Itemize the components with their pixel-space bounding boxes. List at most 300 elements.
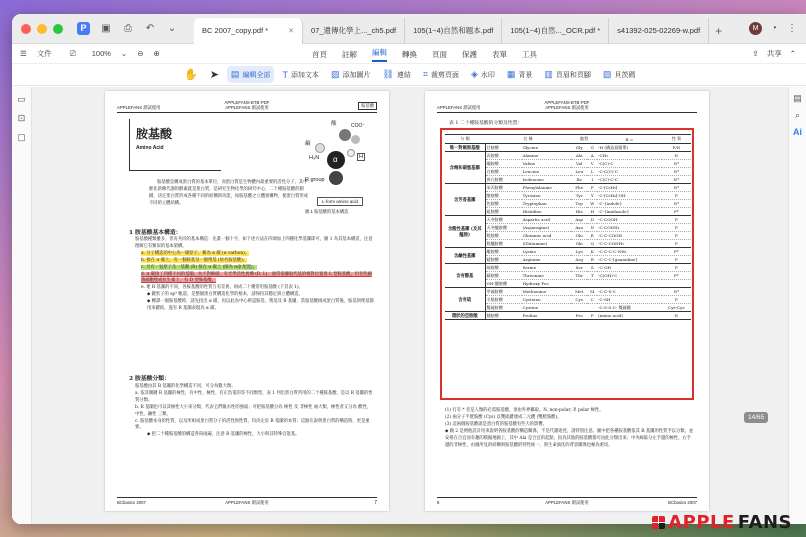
table-cell: Pro	[571, 312, 587, 320]
mol-h3n-label: H₃N	[309, 155, 320, 161]
table-cell: Histidine	[522, 208, 572, 216]
table-cell: P	[662, 264, 691, 272]
table-cell: (imino acid)	[597, 312, 662, 320]
table-notes	[445, 407, 695, 449]
r-group-ball	[329, 171, 343, 185]
table-caption: 表 1 二十種胺基酸的分類及性質：	[449, 121, 523, 126]
table-cell: D	[587, 216, 597, 224]
table-row	[445, 288, 691, 296]
table-cell: Q	[587, 240, 597, 248]
bates-icon: ▧	[602, 69, 612, 79]
section-1-body	[135, 237, 375, 313]
table-cell: Valine	[522, 160, 572, 168]
tab-bar	[194, 14, 728, 44]
ai-assistant-icon[interactable]: Ai	[793, 127, 802, 137]
tool-label: 貝茨碼	[614, 71, 636, 79]
menu-page[interactable]: 頁面	[432, 49, 447, 59]
table-cell: 蘇胺酸	[485, 272, 522, 280]
s1-line-d-text: d. α 碳接了四種不同的基團，為不對稱碳，有光學活性異構 (D, L)，通常依據取代基的相對位置用 L 型胺基酸，但有些細菌細胞壁或抗生素上，有 D 型胺基酸。	[141, 271, 372, 284]
header-left: APPLEFANS 測試使用	[437, 105, 481, 110]
menu-edit[interactable]: 編輯	[372, 47, 387, 62]
zoom-dropdown-icon[interactable]: ⌄	[120, 49, 128, 58]
section-heading-2: 2 胺基酸分類：	[129, 376, 170, 382]
mol-alpha-label: α	[333, 155, 338, 164]
footer-page-number: 7	[374, 500, 377, 506]
header-footer-icon: ▥	[544, 69, 553, 79]
table-cell: N	[662, 152, 691, 160]
table-cell: Proline	[522, 312, 572, 320]
header-center	[545, 100, 590, 110]
table-cell: Gln	[571, 240, 587, 248]
table-cell: N*	[662, 288, 691, 296]
col-category: 分 類	[445, 135, 485, 144]
table-cell: P*	[662, 272, 691, 280]
table-cell: -C-S-S-C- 雙硫鍵	[597, 304, 662, 312]
table-cell	[587, 304, 597, 312]
bookmark-icon[interactable]: ⊡	[17, 113, 26, 123]
pdf-page-8[interactable]	[425, 91, 709, 511]
table-cell: 麩胺酸	[485, 232, 522, 240]
table-cell: -C-C-COOH	[597, 232, 662, 240]
s1-bullet-1: ◆ 鍵狀子的 sp³ 軌道，是整個蛋白質構造化學的根本，請保持其穩定與立體構造。	[147, 292, 303, 298]
oxygen-ball	[351, 135, 360, 144]
print-icon[interactable]: ⎙	[124, 23, 132, 34]
menu-home[interactable]: 首頁	[312, 49, 327, 59]
footer-right: BCbasics 2007	[668, 500, 697, 505]
applefans-logo-icon	[652, 516, 665, 529]
table-cell: -C-COOH	[597, 216, 662, 224]
table-row	[445, 312, 691, 320]
table-cell: M	[587, 288, 597, 296]
table-cell: Glutamic acid	[522, 232, 572, 240]
table-cell: Y	[587, 192, 597, 200]
table-cell: OH-脯胺酸	[485, 280, 522, 288]
table-cell: 離胺酸	[485, 248, 522, 256]
table-row	[445, 216, 691, 224]
table-row	[445, 248, 691, 256]
page-footer	[437, 497, 697, 505]
close-tab-icon[interactable]: ✕	[288, 27, 295, 35]
group-name-cell: 環狀的亞胺酸	[445, 312, 485, 320]
app-window	[12, 14, 806, 524]
table-cell: 組胺酸	[485, 208, 522, 216]
table-cell	[587, 280, 597, 288]
minimize-window-button[interactable]	[37, 24, 47, 34]
table-cell: His	[571, 208, 587, 216]
page-header	[117, 99, 377, 113]
header-left: APPLEFANS 測試使用	[117, 105, 161, 110]
table-cell: 甘胺酸	[485, 144, 522, 152]
bell-icon[interactable]: ◔	[770, 23, 778, 34]
s1-line-d	[141, 272, 375, 286]
table-cell: 色胺酸	[485, 200, 522, 208]
table-cell: L	[587, 168, 597, 176]
amino-acid-figure	[305, 119, 377, 219]
table-cell: -C-[C₆H₄]-OH	[597, 192, 662, 200]
s1-line-b	[141, 258, 375, 265]
main-menu	[312, 44, 537, 64]
table-cell	[571, 280, 587, 288]
tool-label: 裁剪頁面	[430, 71, 459, 79]
table-cell: 異白胺酸	[485, 176, 522, 184]
zoom-out-icon[interactable]: ⊖	[137, 49, 144, 58]
menu-convert[interactable]: 轉換	[402, 49, 417, 59]
footer-center: APPLEFANS 測試使用	[225, 500, 269, 505]
undo-icon[interactable]: ↶	[145, 23, 155, 34]
table-cell: P	[662, 296, 691, 304]
watermark-fans-text: FANS	[737, 512, 792, 533]
table-cell: P	[662, 192, 691, 200]
col-name: 名 稱	[485, 135, 571, 144]
table-row	[445, 152, 691, 160]
table-cell: -H (構造最簡單)	[597, 144, 662, 152]
table-cell: Cys	[571, 296, 587, 304]
tool-label: 水印	[480, 71, 495, 79]
group-name-cell: 含酸性基團 (及其醯胺)	[445, 216, 485, 248]
expand-icon[interactable]: ⌃	[789, 49, 796, 58]
dropdown-chevron-icon[interactable]: ⌄	[167, 23, 177, 34]
header-center-line2: APPLEFANS 測試使用	[225, 105, 269, 110]
table-cell: P/N	[662, 144, 691, 152]
right-sidebar	[788, 87, 806, 524]
zoom-window-button[interactable]	[53, 24, 63, 34]
table-cell: -C-[C₆H₅]	[597, 184, 662, 192]
table-cell: Aspartic acid	[522, 216, 572, 224]
table-cell: -C-C-S-C	[597, 288, 662, 296]
zoom-level[interactable]: 100%	[91, 49, 111, 58]
tool-label: 添加圖片	[342, 71, 371, 79]
table-cell: Tryptophan	[522, 200, 572, 208]
table-cell: Met	[571, 288, 587, 296]
watermark-apple-text: APPLE	[668, 512, 735, 533]
header-center-line1: APPLEFANS-BTB-PDF	[544, 100, 590, 105]
s1-line-a	[141, 251, 375, 258]
table-cell: Ala	[571, 152, 587, 160]
s2-line: 胺基酸由其 R 基團的化學構造不同，可分為數大類。	[135, 384, 236, 389]
table-cell: 白胺酸	[485, 168, 522, 176]
mol-r-label: R group	[305, 177, 325, 183]
s2-line-b: b. R 基團也可以其極性大小來分類，代表它們親水性的強弱；可把胺基酸分為 極性 及 非極性 兩大類，極性者又分為 酸性、中性、鹼性 三類。	[135, 404, 372, 417]
section-heading-1: 1 胺基酸基本構造：	[129, 230, 182, 236]
add-image-icon: ▨	[330, 69, 340, 79]
table-cell: N	[662, 312, 691, 320]
crop-icon: ⌗	[422, 69, 428, 79]
carboxyl-ball	[339, 129, 351, 141]
note-4: ◆ 圖 2 是例他設計用來說明各胺基酸的構造關係，不是代謝途徑，請特別注意。圖中把各種胺基酸依其 R 基團的性質予以分類，並安排在合宜而有趣的模擬地圖上，其中 Ala 是合宜的起點，因為其他的胺基酸都可由此分類出來；中央線區分左手邊的極性，右手邊的非極性，由圖所見的結構與胺基酸的特性統一，與生命演化的背景關係也極為密切。	[445, 429, 694, 448]
intro-paragraph: 胺基酸是構成蛋白質的基本單位，而蛋白質是生物體內最重要的活性分子，其中催化新陳代謝的酵素就是蛋白質，是研究生物化學的研究中心，二十種胺基酸的側鏈，決定蛋白質形成各種不同的結構與功能，如胺基酸之立體異構物，使蛋白質形成不同的立體結構。	[149, 180, 308, 206]
tool-label: 編輯全部	[242, 71, 271, 79]
table-cell: -C-C-C-[guanidine]	[597, 256, 662, 264]
mol-base-label: 鹼	[305, 141, 311, 147]
app-logo-icon[interactable]: P	[77, 22, 90, 35]
hydrogen-ball	[347, 149, 355, 157]
menu-tools[interactable]: 工具	[522, 49, 537, 59]
tab-label: 105(1~4)自然和題本.pdf	[413, 26, 494, 35]
more-icon[interactable]: ⋮	[787, 23, 797, 34]
table-cell: I	[587, 176, 597, 184]
thumbnails-icon[interactable]: ▭	[17, 94, 26, 104]
table-cell: Phe	[571, 184, 587, 192]
menu-bar	[12, 44, 806, 64]
table-cell: P*	[662, 248, 691, 256]
table-cell: Lys	[571, 248, 587, 256]
table-cell: Alanine	[522, 152, 572, 160]
table-cell: -C-{indole}	[597, 200, 662, 208]
table-cell: 苯丙胺酸	[485, 184, 522, 192]
table-cell: 精胺酸	[485, 256, 522, 264]
note-3: (3) 這兩個胺基酸就是蛋白質的胺基酸有些大的影響。	[445, 422, 547, 427]
table-cell: P*	[662, 208, 691, 216]
table-cell: F	[587, 184, 597, 192]
table-cell: Serine	[522, 264, 572, 272]
avatar[interactable]: M	[749, 22, 762, 35]
table-row	[445, 144, 691, 152]
table-cell: Arg	[571, 256, 587, 264]
close-window-button[interactable]	[21, 24, 31, 34]
col-abbr: 縮寫	[571, 135, 597, 144]
table-cell: -C(OH)-C	[597, 272, 662, 280]
table-cell: 甲硫胺酸	[485, 288, 522, 296]
col-r-group: R =	[597, 135, 662, 144]
edit-toolbar	[12, 64, 806, 86]
menu-comment[interactable]: 註解	[342, 49, 357, 59]
tab-document-4[interactable]	[502, 18, 609, 44]
s2-line-c: c. 胺基酸本身的性質，以及所組成蛋白質分子的活性與性質，均決定於 R 基團的本質；這點在說明蛋白質的構造時，更是重要。	[135, 418, 370, 431]
properties-icon[interactable]: ▤	[793, 93, 802, 103]
table-cell: N*	[662, 176, 691, 184]
left-sidebar	[12, 87, 32, 524]
table-cell: Tyrosine	[522, 192, 572, 200]
table-cell: -C-C-C-C-NH₂	[597, 248, 662, 256]
page-header	[437, 99, 697, 113]
bates-button[interactable]	[599, 66, 640, 83]
add-text-button[interactable]	[278, 67, 323, 83]
tab-label: BC 2007_copy.pdf *	[202, 26, 269, 35]
table-row	[445, 184, 691, 192]
group-name-cell: 含有醇基	[445, 264, 485, 288]
s1-line: 胺基酸種類雖多，但有共同的基本構造：先畫一個十字，如下述方法在四端加上四種化學基團即可，圖 1 為其基本構造，注意理解它有類似的基本架構。	[135, 237, 373, 249]
table-cell: Val	[571, 160, 587, 168]
table-cell: 酪胺酸	[485, 192, 522, 200]
edit-all-icon: ▤	[230, 69, 240, 79]
table-cell: -C-OH	[597, 264, 662, 272]
note-2: (2) 兩分子半胱胺酸 (Cys) 以雙硫鍵連成二元體 (雙胱胺酸)。	[445, 415, 562, 420]
amine-ball	[315, 143, 325, 153]
hand-tool-mini-icon[interactable]: ⎚	[69, 48, 76, 58]
background-icon: ▦	[506, 69, 516, 79]
table-cell: 絲胺酸	[485, 264, 522, 272]
table-cell	[571, 304, 587, 312]
background-button[interactable]	[503, 66, 537, 83]
group-name-cell: 含芳香基團	[445, 184, 485, 216]
title-bar	[12, 14, 806, 44]
header-center-line1: APPLEFANS-BTB-PDF	[224, 100, 270, 105]
table-cell: -C(C)-C-C	[597, 176, 662, 184]
table-cell: 天冬胺酸	[485, 216, 522, 224]
table-cell: P	[662, 232, 691, 240]
chapter-title: 胺基酸	[136, 127, 173, 141]
table-cell: -C-{imidazole}	[597, 208, 662, 216]
table-cell: Glu	[571, 232, 587, 240]
footer-center: APPLEFANS 測試使用	[545, 500, 589, 505]
table-cell: Leucine	[522, 168, 572, 176]
table-cell: -C(C)-C	[597, 160, 662, 168]
select-tool-icon[interactable]: ➤	[209, 69, 219, 81]
table-cell: Ser	[571, 264, 587, 272]
hand-tool-icon[interactable]: ✋	[184, 69, 198, 81]
header-footer-button[interactable]	[540, 66, 595, 83]
file-menu[interactable]: 文件	[36, 49, 52, 58]
table-cell: Asn	[571, 224, 587, 232]
table-cell: Leu	[571, 168, 587, 176]
table-cell: -C-CONH₂	[597, 224, 662, 232]
group-name-cell: 含有硫	[445, 288, 485, 312]
tool-label: 頁眉和頁腳	[555, 71, 591, 79]
footer-left: BCbasics 2007	[117, 500, 146, 505]
table-selection-box[interactable]	[440, 128, 694, 400]
table-cell: Cys-Cys	[662, 304, 691, 312]
tab-label: s41392-025-02269-w.pdf	[617, 26, 701, 35]
share-icon[interactable]: ⇪	[752, 49, 759, 58]
section-2-body	[135, 384, 375, 439]
s1-line-c-text: c. 另有一氫原子及一基團 (R) 接在 α 碳上 (圖為 α/β 配置)。	[141, 264, 258, 270]
save-icon[interactable]: ▣	[101, 23, 111, 34]
page-indicator: 14/65	[744, 412, 768, 423]
link-button[interactable]	[378, 66, 414, 83]
table-cell: Phenylalanine	[522, 184, 572, 192]
table-cell: 雙硫胺酸	[485, 304, 522, 312]
add-image-button[interactable]	[327, 66, 375, 83]
header-center	[225, 100, 270, 110]
comments-icon[interactable]: ▢	[17, 132, 26, 142]
table-cell: P	[662, 216, 691, 224]
footer-page-number: 8	[437, 500, 440, 505]
crop-page-button[interactable]	[419, 66, 463, 83]
s1-line-a-text: a. 分子構造的中心為一碳原子，稱為 α 碳 (α carbon)。	[141, 250, 250, 256]
watermark-button[interactable]	[467, 66, 499, 83]
applefans-watermark	[652, 512, 792, 533]
pdf-page-7[interactable]	[105, 91, 389, 511]
table-cell: -C-SH	[597, 296, 662, 304]
group-name-cell: 唯一對稱胺基酸	[445, 144, 485, 152]
table-cell: A	[587, 152, 597, 160]
tab-document-3[interactable]	[405, 18, 502, 44]
header-chapter: 胺基酸	[358, 102, 377, 110]
tab-document-1[interactable]	[194, 18, 303, 44]
mol-h-label: H	[359, 154, 363, 160]
l-form-label: L-form amino acid	[317, 197, 363, 206]
col-property: 性 質	[662, 135, 691, 144]
zoom-in-icon[interactable]: ⊕	[153, 49, 160, 58]
edit-all-button[interactable]	[227, 66, 275, 83]
tab-document-5[interactable]	[609, 18, 709, 44]
table-cell: Arginine	[522, 256, 572, 264]
table-cell: P	[587, 312, 597, 320]
chapter-title-box	[129, 119, 221, 171]
table-cell: 半胱胺酸	[485, 296, 522, 304]
table-cell: 天冬醯胺酸	[485, 224, 522, 232]
table-cell	[597, 280, 662, 288]
table-cell: Methionine	[522, 288, 572, 296]
table-cell: Thr	[571, 272, 587, 280]
group-name-cell: 含飽和碳氫基團	[445, 152, 485, 184]
table-cell: 纈胺酸	[485, 160, 522, 168]
group-name-cell: 含鹼性基團	[445, 248, 485, 264]
table-cell: Gly	[571, 144, 587, 152]
watermark-icon: ◈	[470, 69, 478, 79]
menu-form[interactable]: 表單	[492, 49, 507, 59]
table-cell: (Asparagine)	[522, 224, 572, 232]
s2-line-a: a. 依其側鏈 R 基團的極性，有中性、極性、有正負電的等不同類型，表 1 列出蛋白質所用的二十種胺基酸，是以 R 基團的性質分類。	[135, 390, 373, 403]
table-cell: -C-C-CONH₂	[597, 240, 662, 248]
figure-caption: 圖 1 胺基酸的基本構造	[305, 209, 349, 214]
table-cell: N*	[662, 184, 691, 192]
s1-line-e: e. 連 R 基團的不同，各胺基酸的性質互有差異，組成二十種常用胺基酸 (下頁表 1)。	[141, 285, 303, 291]
table-cell: K	[587, 248, 597, 256]
table-cell: 脯胺酸	[485, 312, 522, 320]
tool-label: 添加文本	[290, 71, 319, 79]
table-cell: Ile	[571, 176, 587, 184]
tab-label: 105(1~4)自然..._OCR.pdf *	[510, 26, 601, 35]
table-cell: P	[662, 224, 691, 232]
table-cell: Threonine	[522, 272, 572, 280]
s1-line-b-text: b. 接在 α 碳上，有一個胺基及一個羧基 (故名胺基酸)。	[141, 257, 248, 263]
note-1: (1) 打有 * 者是人類的必需胺基酸，須由外界攝取。N, non-polar; P, polar 極性。	[445, 408, 604, 413]
table-cell: 麩醯胺酸	[485, 240, 522, 248]
table-cell: T	[587, 272, 597, 280]
table-cell: N	[587, 224, 597, 232]
table-cell	[662, 280, 691, 288]
table-cell: Lysine	[522, 248, 572, 256]
mol-acid-label: 酸	[331, 121, 337, 127]
table-cell: W	[587, 200, 597, 208]
header-center-line2: APPLEFANS 測試使用	[545, 105, 589, 110]
mol-coo-label: COO⁻	[351, 123, 366, 129]
search-panel-icon[interactable]: ⌕	[794, 110, 801, 120]
table-cell: P	[662, 256, 691, 264]
table-cell: Cysteine	[522, 296, 572, 304]
table-cell: G	[587, 144, 597, 152]
document-area[interactable]	[12, 87, 806, 524]
s1-bullet-2: ◆ 轉譯一個胺基酸時，請先找出 α 碳，再以此為中心辨認胺基、羧基及 R 基團，當胺基酸組成蛋白質後，胺基與羧基都用來鍵結，遂有 R 基團表現為 α 碳。	[147, 299, 374, 312]
table-cell: Hydroxy Pro	[522, 280, 572, 288]
table-cell: V	[587, 160, 597, 168]
sidebar-toggle-icon[interactable]: ☰	[20, 49, 27, 58]
table-cell: Trp	[571, 200, 587, 208]
table-cell: Cystine	[522, 304, 572, 312]
share-button[interactable]: 共享	[766, 49, 782, 58]
table-cell: Isoleucine	[522, 176, 572, 184]
new-tab-button[interactable]: +	[715, 23, 723, 38]
s2-bullet: ◆ 把二十種胺基酸的構造各寫兩遍，注意 R 基團的極性，大小與其特殊官能基。	[147, 432, 300, 438]
tab-document-2[interactable]	[303, 18, 405, 44]
table-cell: H	[587, 208, 597, 216]
table-cell: C	[587, 296, 597, 304]
table-cell: Asp	[571, 216, 587, 224]
table-cell: R	[587, 256, 597, 264]
page-footer	[117, 497, 377, 505]
tab-label: 07_遺傳化學上..._ch5.pdf	[311, 26, 397, 35]
table-cell: Tyr	[571, 192, 587, 200]
table-cell: N*	[662, 168, 691, 176]
tool-label: 背景	[518, 71, 533, 79]
table-row	[445, 264, 691, 272]
table-cell: P	[662, 240, 691, 248]
amino-acid-table	[445, 134, 691, 320]
tool-label: 連結	[396, 71, 411, 79]
menu-protect[interactable]: 保護	[462, 49, 477, 59]
table-cell: (Glutamine)	[522, 240, 572, 248]
